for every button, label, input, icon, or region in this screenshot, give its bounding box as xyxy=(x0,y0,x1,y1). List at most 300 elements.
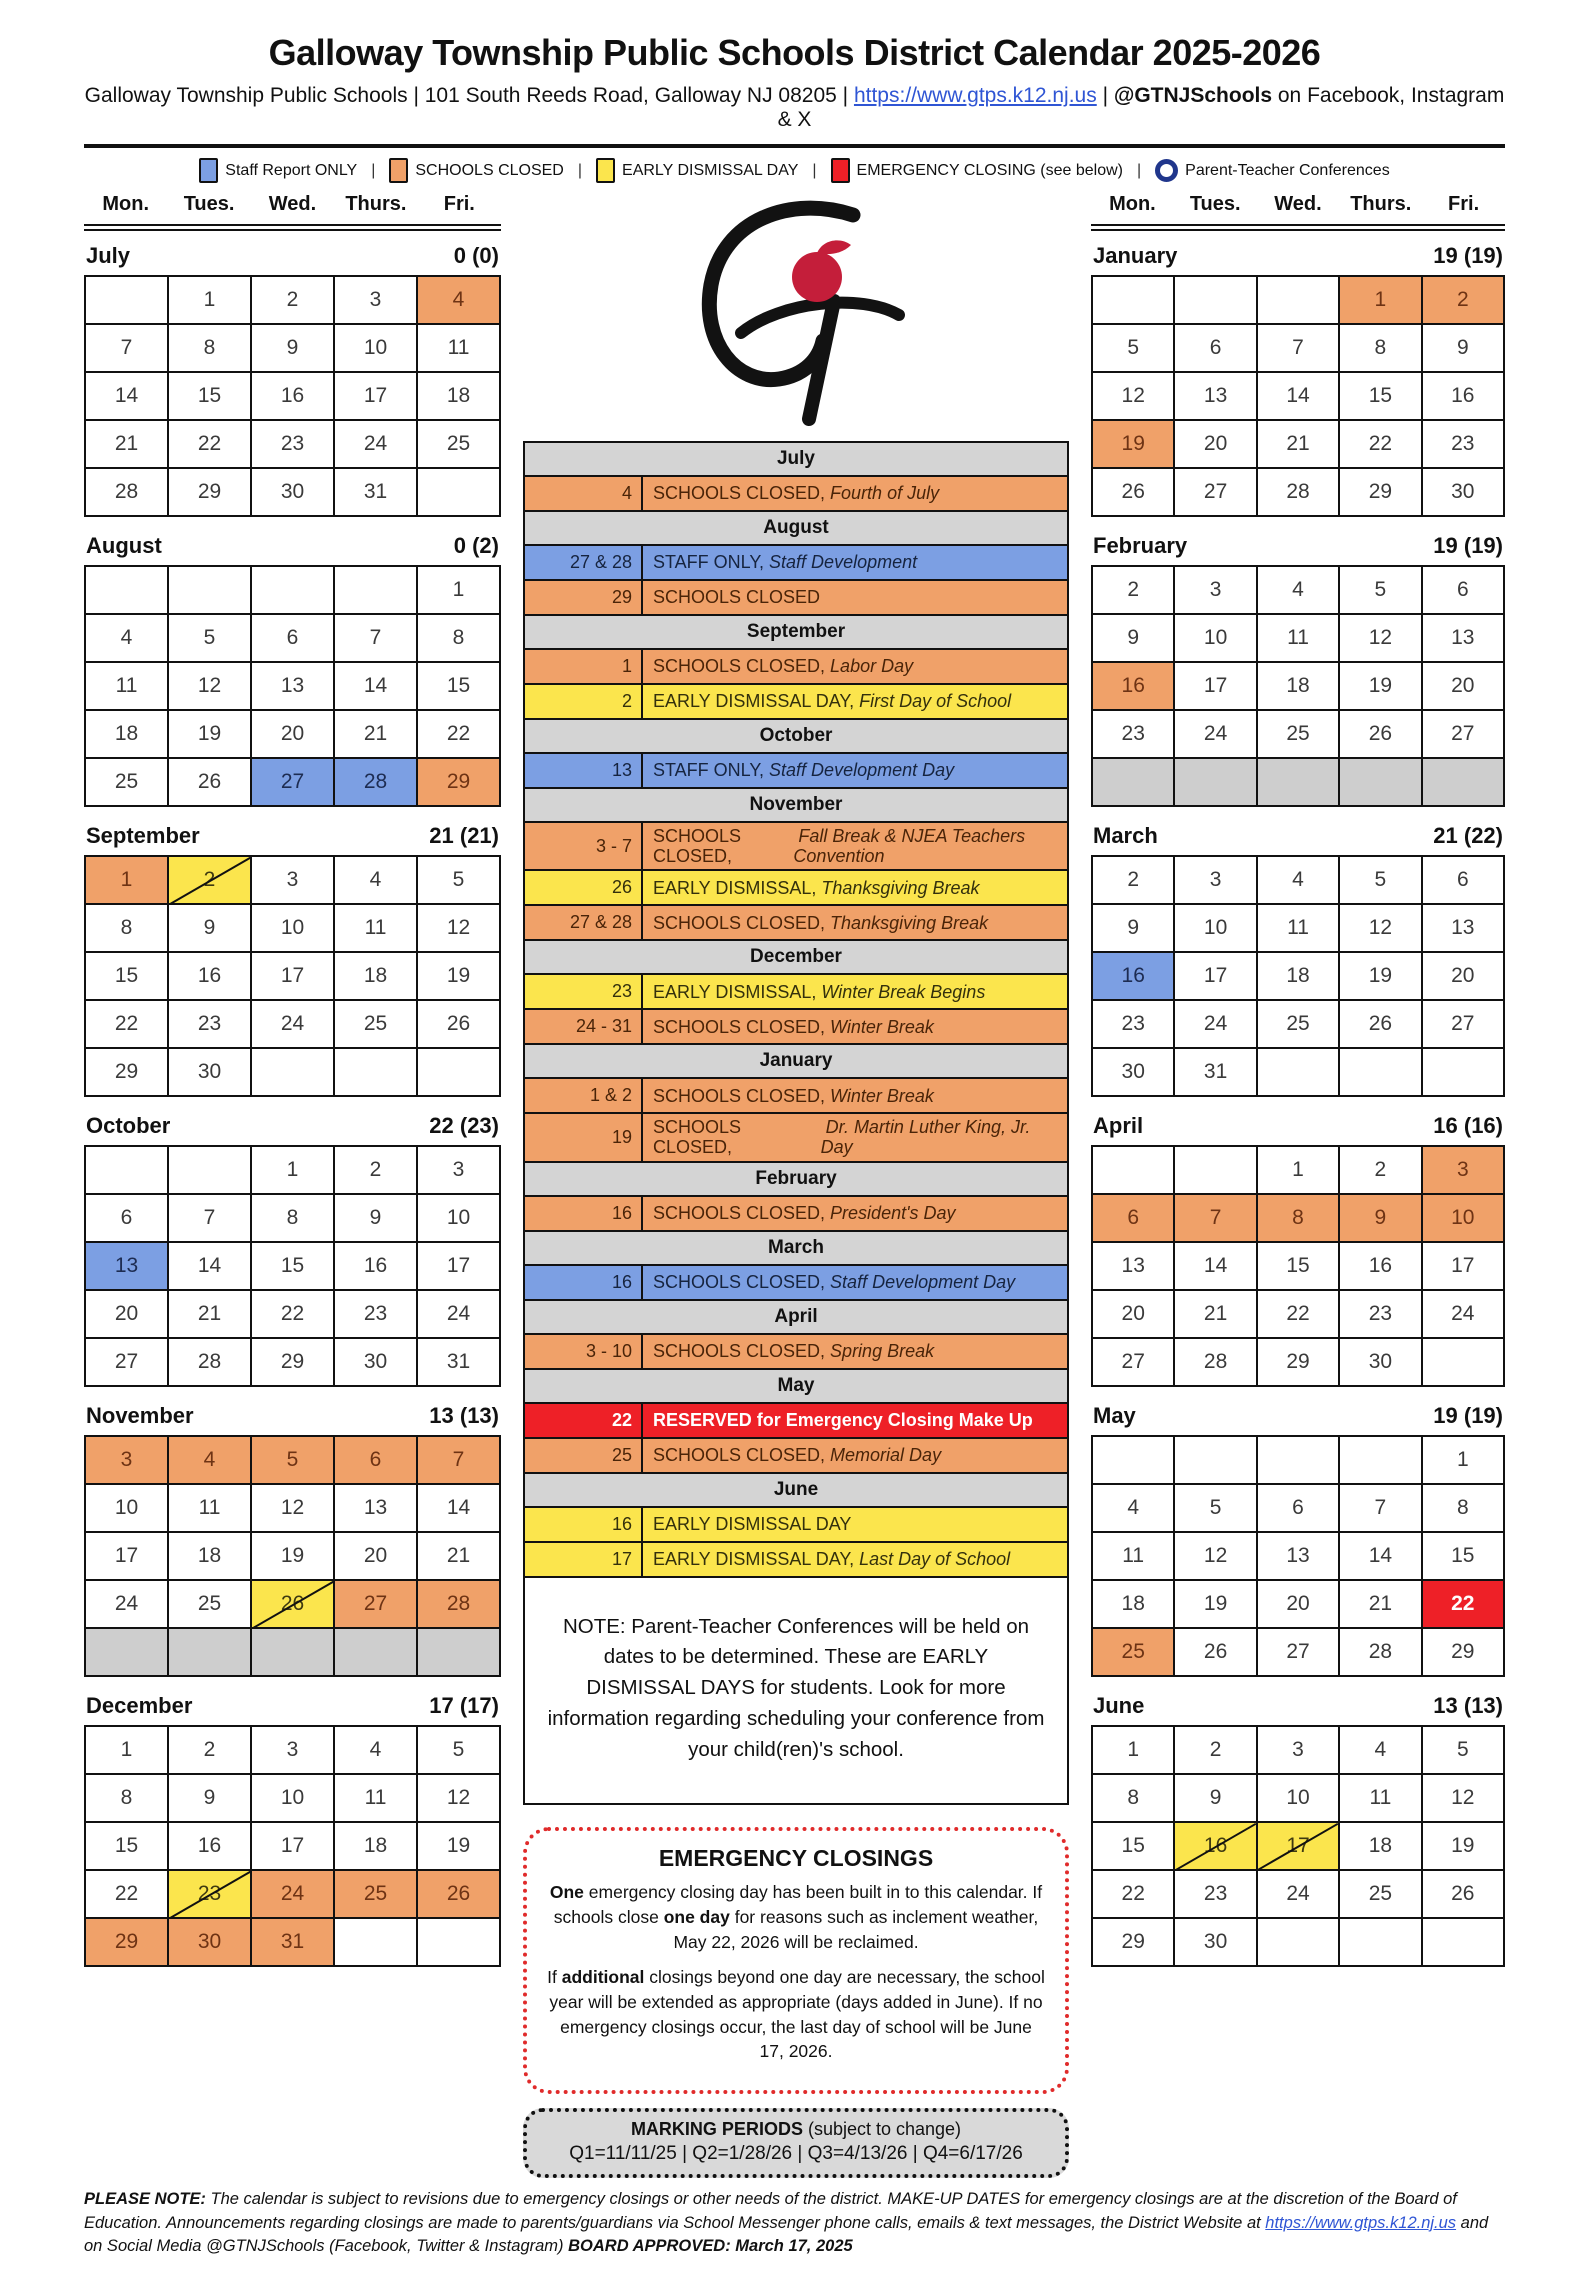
month-day-count: 19 (19) xyxy=(1433,1403,1503,1428)
month-header xyxy=(84,820,501,855)
day-number: 9 xyxy=(203,1786,216,1809)
day-cell xyxy=(418,1195,501,1243)
event-description xyxy=(643,650,1067,683)
day-cell xyxy=(1093,567,1175,615)
legend-separator: | xyxy=(371,161,376,179)
day-number: 3 xyxy=(1456,1158,1469,1181)
unused-gray-cell xyxy=(335,1629,418,1677)
day-number: 12 xyxy=(1368,916,1393,939)
day-number: 11 xyxy=(1122,1544,1145,1567)
events-table xyxy=(523,441,1069,1578)
day-cell xyxy=(335,1581,418,1629)
event-date: 27 & 28 xyxy=(525,546,643,579)
event-description xyxy=(643,685,1067,718)
day-number: 26 xyxy=(446,1882,471,1905)
day-cell xyxy=(169,1581,252,1629)
month-february xyxy=(1091,530,1505,807)
day-number: 6 xyxy=(1292,1496,1304,1519)
day-cell xyxy=(86,1919,169,1967)
day-number: 10 xyxy=(363,336,388,359)
month-grid xyxy=(84,1435,501,1677)
day-number: 20 xyxy=(1286,1592,1310,1615)
day-cell xyxy=(169,469,252,517)
event-description xyxy=(643,1335,1067,1368)
day-number: 30 xyxy=(1203,1930,1228,1953)
day-number: 15 xyxy=(1368,384,1393,407)
day-number: 28 xyxy=(1203,1350,1228,1373)
day-number: 26 xyxy=(280,1592,305,1615)
day-cell xyxy=(86,615,169,663)
month-name: October xyxy=(86,1113,171,1138)
month-august xyxy=(84,530,501,807)
day-cell xyxy=(1340,1195,1422,1243)
event-date: 26 xyxy=(525,871,643,904)
text-segment: and on Social Media @GTNJSchools (Facebook, Twitter & Instagram) xyxy=(84,2213,1489,2256)
day-number: 26 xyxy=(197,770,222,793)
day-number: 8 xyxy=(452,626,465,649)
day-number: 17 xyxy=(280,1834,305,1857)
event-row xyxy=(525,1079,1067,1114)
day-number: 22 xyxy=(280,1302,305,1325)
day-number: 28 xyxy=(1368,1640,1393,1663)
day-cell xyxy=(1340,905,1422,953)
unused-gray-cell xyxy=(418,1629,501,1677)
event-date: 13 xyxy=(525,754,643,787)
day-number: 23 xyxy=(197,1012,222,1035)
day-cell xyxy=(252,1291,335,1339)
day-cell xyxy=(1175,1001,1257,1049)
day-cell xyxy=(335,1823,418,1871)
legend-item-conference xyxy=(1155,159,1390,182)
day-cell xyxy=(252,1147,335,1195)
day-number: 15 xyxy=(1286,1254,1310,1277)
day-cell xyxy=(418,1291,501,1339)
day-number: 17 xyxy=(1203,964,1228,987)
event-description xyxy=(643,1197,1067,1230)
event-label: RESERVED for Emergency Closing Make Up xyxy=(653,1410,1033,1431)
day-number: 27 xyxy=(1286,1640,1310,1663)
day-cell xyxy=(418,1243,501,1291)
logo-apple-leaf xyxy=(817,240,851,254)
day-number: 10 xyxy=(1451,1206,1475,1229)
day-cell xyxy=(1175,1243,1257,1291)
month-grid xyxy=(84,1725,501,1967)
event-date: 1 & 2 xyxy=(525,1079,643,1112)
event-row xyxy=(525,1197,1067,1232)
event-date: 27 & 28 xyxy=(525,906,643,939)
day-cell xyxy=(1340,1339,1422,1387)
day-number: 18 xyxy=(1121,1592,1145,1615)
event-label: SCHOOLS CLOSED, xyxy=(653,1272,826,1293)
empty-cell xyxy=(1093,1147,1175,1195)
day-number: 10 xyxy=(114,1496,139,1519)
legend-item-closed xyxy=(389,158,563,183)
day-number: 23 xyxy=(1368,1302,1393,1325)
month-grid xyxy=(1091,275,1505,517)
day-cell xyxy=(86,711,169,759)
day-number: 16 xyxy=(1203,1834,1228,1857)
day-number: 5 xyxy=(286,1448,299,1471)
day-cell xyxy=(1093,325,1175,373)
day-cell xyxy=(1093,905,1175,953)
district-logo-gt-icon xyxy=(671,193,921,433)
month-grid xyxy=(1091,565,1505,807)
day-number: 1 xyxy=(286,1158,299,1181)
month-day-count: 0 (0) xyxy=(453,243,499,268)
event-detail: Spring Break xyxy=(825,1341,935,1362)
day-cell xyxy=(1258,1823,1340,1871)
day-number: 2 xyxy=(1374,1158,1387,1181)
day-cell xyxy=(1340,277,1422,325)
event-label: SCHOOLS CLOSED, xyxy=(653,656,826,677)
day-cell xyxy=(252,1339,335,1387)
event-row xyxy=(525,975,1067,1010)
event-detail: Winter Break xyxy=(825,1016,934,1037)
day-cell xyxy=(1175,373,1257,421)
day-cell xyxy=(1340,663,1422,711)
day-number: 8 xyxy=(1456,1496,1469,1519)
day-number: 15 xyxy=(1451,1544,1475,1567)
day-cell xyxy=(1175,905,1257,953)
month-october xyxy=(84,1110,501,1387)
day-cell xyxy=(1423,953,1505,1001)
day-number: 20 xyxy=(1203,432,1228,455)
day-cell xyxy=(252,373,335,421)
day-number: 1 xyxy=(1456,1448,1469,1471)
day-cell xyxy=(252,615,335,663)
day-cell xyxy=(169,421,252,469)
event-date: 25 xyxy=(525,1439,643,1472)
event-row xyxy=(525,823,1067,871)
empty-cell xyxy=(1423,1339,1505,1387)
month-may xyxy=(1091,1400,1505,1677)
day-cell xyxy=(1340,615,1422,663)
day-number: 29 xyxy=(197,480,222,503)
day-number: 23 xyxy=(197,1882,222,1905)
day-cell xyxy=(1423,1533,1505,1581)
day-cell xyxy=(1423,857,1505,905)
day-cell xyxy=(169,1291,252,1339)
empty-cell xyxy=(1258,1049,1340,1097)
day-cell xyxy=(252,857,335,905)
day-number: 4 xyxy=(120,626,133,649)
event-month-header: May xyxy=(525,1370,1067,1404)
day-number: 10 xyxy=(1203,626,1228,649)
day-cell xyxy=(418,277,501,325)
day-cell xyxy=(335,663,418,711)
day-number: 26 xyxy=(1451,1882,1475,1905)
event-label: SCHOOLS CLOSED, xyxy=(653,1203,826,1224)
day-cell xyxy=(1423,567,1505,615)
day-cell xyxy=(1340,1533,1422,1581)
event-label: SCHOOLS CLOSED, xyxy=(653,912,826,933)
day-of-week-label: Fri. xyxy=(1448,193,1480,215)
day-number: 24 xyxy=(1286,1882,1310,1905)
day-number: 22 xyxy=(114,1012,139,1035)
day-cell xyxy=(418,567,501,615)
day-number: 11 xyxy=(1287,916,1309,939)
day-number: 21 xyxy=(1286,432,1310,455)
day-cell xyxy=(86,953,169,1001)
day-cell xyxy=(252,1823,335,1871)
day-number: 17 xyxy=(1451,1254,1475,1277)
day-number: 8 xyxy=(1127,1786,1140,1809)
day-cell xyxy=(1423,1871,1505,1919)
day-number: 11 xyxy=(364,916,387,939)
day-number: 5 xyxy=(1456,1738,1469,1761)
month-header xyxy=(1091,1110,1505,1145)
day-cell xyxy=(335,711,418,759)
event-detail: Dr. Martin Luther King, Jr. Day xyxy=(820,1117,1031,1158)
day-number: 29 xyxy=(1121,1930,1145,1953)
day-cell xyxy=(418,373,501,421)
day-cell xyxy=(335,469,418,517)
day-cell xyxy=(1340,1629,1422,1677)
inline-link[interactable]: https://www.gtps.k12.nj.us xyxy=(853,84,1097,107)
day-cell xyxy=(1423,1823,1505,1871)
day-cell xyxy=(1423,663,1505,711)
month-day-count: 13 (13) xyxy=(429,1403,499,1428)
day-cell xyxy=(1340,1871,1422,1919)
day-cell xyxy=(335,615,418,663)
day-cell xyxy=(252,421,335,469)
day-of-week-label: Mon. xyxy=(102,193,150,215)
parent-teacher-conference-circle-icon xyxy=(1155,159,1178,182)
day-number: 2 xyxy=(203,1738,216,1761)
day-number: 6 xyxy=(1456,578,1469,601)
event-description xyxy=(643,975,1067,1008)
day-number: 1 xyxy=(120,1738,133,1761)
day-cell xyxy=(252,711,335,759)
day-cell xyxy=(1340,373,1422,421)
event-date: 3 - 10 xyxy=(525,1335,643,1368)
day-cell xyxy=(252,325,335,373)
month-name: December xyxy=(86,1693,193,1718)
day-number: 7 xyxy=(203,1206,216,1229)
day-number: 16 xyxy=(197,1834,222,1857)
event-date: 16 xyxy=(525,1197,643,1230)
event-row xyxy=(525,650,1067,685)
day-cell xyxy=(86,759,169,807)
month-day-count: 13 (13) xyxy=(1433,1693,1503,1718)
text-segment: Galloway Township Public Schools | 101 South Reeds Road, Galloway NJ 08205 | xyxy=(84,84,854,107)
day-cell xyxy=(1093,1339,1175,1387)
day-cell xyxy=(1340,1775,1422,1823)
day-cell xyxy=(1175,1629,1257,1677)
day-cell xyxy=(1175,1291,1257,1339)
month-header xyxy=(84,530,501,565)
day-number: 12 xyxy=(446,916,471,939)
day-cell xyxy=(1258,1485,1340,1533)
day-cell xyxy=(86,1001,169,1049)
legend xyxy=(84,158,1505,183)
day-cell xyxy=(86,905,169,953)
day-cell xyxy=(418,1581,501,1629)
day-of-week-label: Fri. xyxy=(443,193,475,215)
event-date: 24 - 31 xyxy=(525,1010,643,1043)
day-number: 11 xyxy=(1369,1786,1392,1809)
event-row xyxy=(525,1266,1067,1301)
unused-gray-cell xyxy=(252,1629,335,1677)
day-number: 25 xyxy=(363,1882,388,1905)
month-name: April xyxy=(1093,1113,1144,1138)
day-cell xyxy=(1258,1243,1340,1291)
day-number: 14 xyxy=(446,1496,471,1519)
month-day-count: 21 (21) xyxy=(429,823,499,848)
day-number: 21 xyxy=(446,1544,471,1567)
day-cell xyxy=(1093,615,1175,663)
day-cell xyxy=(335,857,418,905)
day-number: 12 xyxy=(1203,1544,1228,1567)
text-segment: BOARD APPROVED: March 17, 2025 xyxy=(568,2237,853,2256)
day-number: 2 xyxy=(203,868,216,891)
unused-gray-cell xyxy=(1175,759,1257,807)
day-cell xyxy=(1175,1581,1257,1629)
day-cell xyxy=(1258,857,1340,905)
event-description xyxy=(643,581,1067,614)
empty-cell xyxy=(1093,1437,1175,1485)
event-date: 17 xyxy=(525,1543,643,1576)
day-number: 22 xyxy=(446,722,471,745)
event-row xyxy=(525,685,1067,720)
event-date: 3 - 7 xyxy=(525,823,643,869)
center-column xyxy=(523,193,1069,2178)
day-number: 22 xyxy=(197,432,222,455)
day-cell xyxy=(86,1437,169,1485)
months-july-december xyxy=(84,240,501,1967)
day-cell xyxy=(335,1485,418,1533)
day-cell xyxy=(1258,905,1340,953)
day-number: 13 xyxy=(1121,1254,1145,1277)
day-number: 9 xyxy=(203,916,216,939)
day-number: 17 xyxy=(280,964,305,987)
day-number: 21 xyxy=(1368,1592,1393,1615)
day-number: 11 xyxy=(198,1496,221,1519)
day-cell xyxy=(169,1533,252,1581)
day-cell xyxy=(335,905,418,953)
day-number: 26 xyxy=(1368,1012,1393,1035)
day-number: 2 xyxy=(369,1158,382,1181)
day-cell xyxy=(252,1533,335,1581)
month-header xyxy=(1091,820,1505,855)
day-number: 17 xyxy=(446,1254,471,1277)
day-cell xyxy=(1093,1243,1175,1291)
day-number: 20 xyxy=(1121,1302,1145,1325)
day-number: 2 xyxy=(1127,868,1140,891)
event-label: STAFF ONLY, xyxy=(653,552,765,573)
day-cell xyxy=(1258,1533,1340,1581)
month-july xyxy=(84,240,501,517)
marking-periods-title xyxy=(539,2119,1053,2140)
day-of-week-label: Wed. xyxy=(1274,193,1322,215)
day-of-week-label: Wed. xyxy=(268,193,317,215)
day-cell xyxy=(86,1049,169,1097)
day-cell xyxy=(1093,373,1175,421)
day-cell xyxy=(418,1339,501,1387)
text-segment: @GTNJSchools xyxy=(1113,84,1273,107)
month-name: November xyxy=(86,1403,194,1428)
day-number: 15 xyxy=(197,384,222,407)
day-number: 19 xyxy=(1121,432,1145,455)
day-number: 12 xyxy=(280,1496,305,1519)
day-cell xyxy=(1258,567,1340,615)
day-number: 17 xyxy=(114,1544,139,1567)
month-header xyxy=(1091,240,1505,275)
unused-gray-cell xyxy=(169,1629,252,1677)
day-number: 18 xyxy=(363,964,388,987)
empty-cell xyxy=(418,1049,501,1097)
day-number: 3 xyxy=(120,1448,133,1471)
day-number: 21 xyxy=(363,722,388,745)
day-cell xyxy=(335,1533,418,1581)
conference-note: NOTE: Parent-Teacher Conferences will be held on dates to be determined. These are EARLY DISMISSAL DAYS for students. Look for more information regarding scheduling your conference from your child(ren)'s school. xyxy=(523,1578,1069,1806)
day-cell xyxy=(1093,953,1175,1001)
day-cell xyxy=(252,1001,335,1049)
day-number: 10 xyxy=(280,1786,305,1809)
day-number: 15 xyxy=(1121,1834,1145,1857)
day-cell xyxy=(1258,615,1340,663)
empty-cell xyxy=(86,277,169,325)
event-detail: Staff Development Day xyxy=(764,760,955,781)
day-cell xyxy=(418,1533,501,1581)
day-cell xyxy=(1093,1291,1175,1339)
day-number: 5 xyxy=(1209,1496,1222,1519)
event-description xyxy=(643,754,1067,787)
month-day-count: 22 (23) xyxy=(429,1113,499,1138)
day-of-week-label: Tues. xyxy=(1189,193,1241,215)
day-cell xyxy=(86,1775,169,1823)
day-cell xyxy=(1093,1581,1175,1629)
day-number: 22 xyxy=(114,1882,139,1905)
event-detail: Labor Day xyxy=(825,656,914,677)
day-cell xyxy=(1423,1291,1505,1339)
day-cell xyxy=(1423,1437,1505,1485)
event-month-header: November xyxy=(525,789,1067,823)
day-cell xyxy=(169,1437,252,1485)
event-label: EARLY DISMISSAL, xyxy=(653,877,817,898)
day-number: 15 xyxy=(114,964,139,987)
day-number: 7 xyxy=(452,1448,465,1471)
day-number: 14 xyxy=(1286,384,1310,407)
day-cell xyxy=(1175,1195,1257,1243)
day-number: 25 xyxy=(114,770,139,793)
empty-cell xyxy=(1258,1919,1340,1967)
empty-cell xyxy=(418,1919,501,1967)
empty-cell xyxy=(418,469,501,517)
day-number: 12 xyxy=(446,1786,471,1809)
day-cell xyxy=(1093,1485,1175,1533)
day-number: 3 xyxy=(452,1158,465,1181)
day-number: 29 xyxy=(114,1930,139,1953)
day-number: 29 xyxy=(280,1350,305,1373)
day-number: 30 xyxy=(197,1060,222,1083)
day-number: 2 xyxy=(1127,578,1140,601)
day-cell xyxy=(1340,1243,1422,1291)
day-number: 6 xyxy=(286,626,299,649)
calendar-columns xyxy=(84,193,1505,2178)
legend-label: Staff Report ONLY xyxy=(225,161,358,179)
day-number: 19 xyxy=(446,1834,471,1857)
day-number: 9 xyxy=(1456,336,1469,359)
day-number: 5 xyxy=(1374,868,1387,891)
day-number: 29 xyxy=(1451,1640,1475,1663)
day-cell xyxy=(1258,1001,1340,1049)
inline-link[interactable]: https://www.gtps.k12.nj.us xyxy=(1265,2213,1457,2232)
day-number: 4 xyxy=(1292,868,1304,891)
event-description xyxy=(643,1079,1067,1112)
day-number: 10 xyxy=(446,1206,471,1229)
day-number: 25 xyxy=(446,432,471,455)
